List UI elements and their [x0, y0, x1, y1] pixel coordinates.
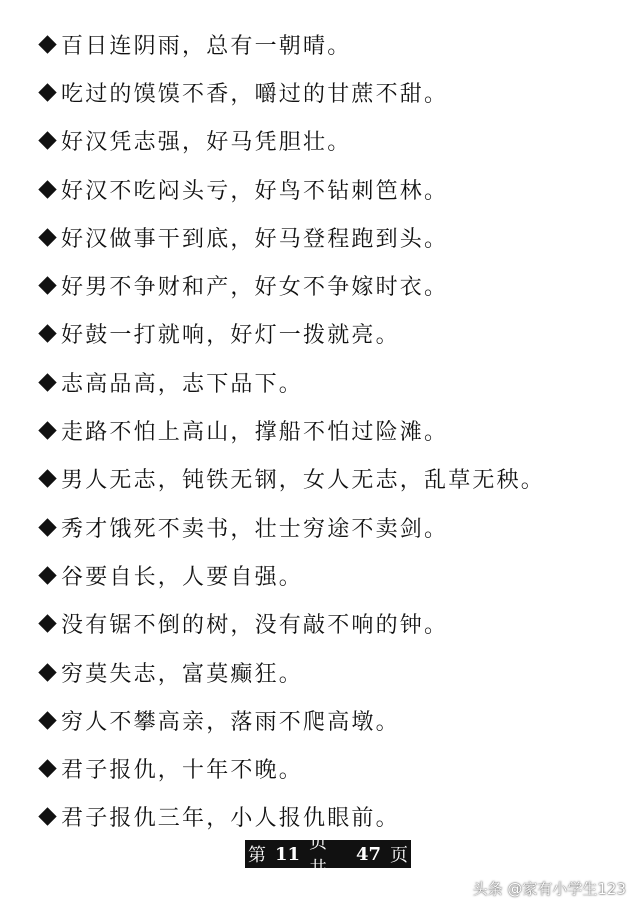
proverb-item [38, 648, 628, 696]
proverb-item [38, 68, 628, 116]
proverb-item [38, 165, 628, 213]
page-middle: 页 共 [309, 832, 328, 879]
proverb-item [38, 117, 628, 165]
proverb-text: 走路不怕上高山，撑船不怕过险滩。 [61, 420, 449, 446]
black-diamond-icon [38, 276, 57, 295]
proverb-item [38, 310, 628, 358]
proverb-text: 好汉不吃闷头亏，好鸟不钻刺笆林。 [61, 178, 449, 204]
black-diamond-icon [38, 807, 57, 826]
black-diamond-icon [38, 759, 57, 778]
black-diamond-icon [38, 469, 57, 488]
black-diamond-icon [38, 324, 57, 343]
black-diamond-icon [38, 614, 57, 633]
watermark: 头条 @家有小学生123 [472, 880, 626, 898]
black-diamond-icon [38, 228, 57, 247]
page-prefix: 第 [248, 845, 266, 866]
proverb-text: 君子报仇，十年不晚。 [61, 758, 304, 784]
proverb-text: 穷人不攀高亲，落雨不爬高墩。 [61, 709, 400, 735]
black-diamond-icon [38, 83, 57, 102]
black-diamond-icon [38, 421, 57, 440]
black-diamond-icon [38, 373, 57, 392]
proverb-text: 穷莫失志，富莫癫狂。 [61, 661, 304, 687]
black-diamond-icon [38, 131, 57, 150]
proverb-item [38, 503, 628, 551]
proverb-text: 君子报仇三年，小人报仇眼前。 [61, 806, 400, 832]
proverb-text: 好汉凭志强，好马凭胆壮。 [61, 130, 352, 156]
black-diamond-icon [38, 35, 57, 54]
proverb-text: 没有锯不倒的树，没有敲不响的钟。 [61, 613, 449, 639]
proverb-item [38, 744, 628, 792]
proverb-text: 百日连阴雨，总有一朝晴。 [61, 33, 352, 59]
black-diamond-icon [38, 566, 57, 585]
proverb-list [38, 20, 628, 841]
black-diamond-icon [38, 711, 57, 730]
proverb-item [38, 358, 628, 406]
proverb-item [38, 261, 628, 309]
proverb-text: 男人无志，钝铁无钢，女人无志，乱草无秧。 [61, 468, 546, 494]
proverb-item [38, 20, 628, 68]
proverb-text: 吃过的馍馍不香，嚼过的甘蔗不甜。 [61, 81, 449, 107]
black-diamond-icon [38, 518, 57, 537]
black-diamond-icon [38, 180, 57, 199]
proverb-item [38, 600, 628, 648]
page-suffix: 页 [390, 845, 408, 866]
total-pages-number: 47 [355, 843, 381, 865]
proverb-item [38, 455, 628, 503]
proverb-text: 好汉做事干到底，好马登程跑到头。 [61, 226, 449, 252]
proverb-text: 秀才饿死不卖书，壮士穷途不卖剑。 [61, 516, 449, 542]
proverb-item [38, 406, 628, 454]
proverb-item [38, 551, 628, 599]
proverb-text: 好男不争财和产，好女不争嫁时衣。 [61, 275, 449, 301]
page-number-bar [245, 832, 411, 879]
proverb-text: 好鼓一打就响，好灯一拨就亮。 [61, 323, 400, 349]
proverb-text: 志高品高，志下品下。 [61, 371, 304, 397]
black-diamond-icon [38, 663, 57, 682]
current-page-number: 11 [275, 843, 301, 865]
proverb-text: 谷要自长，人要自强。 [61, 564, 304, 590]
proverb-item [38, 696, 628, 744]
proverb-item [38, 213, 628, 261]
